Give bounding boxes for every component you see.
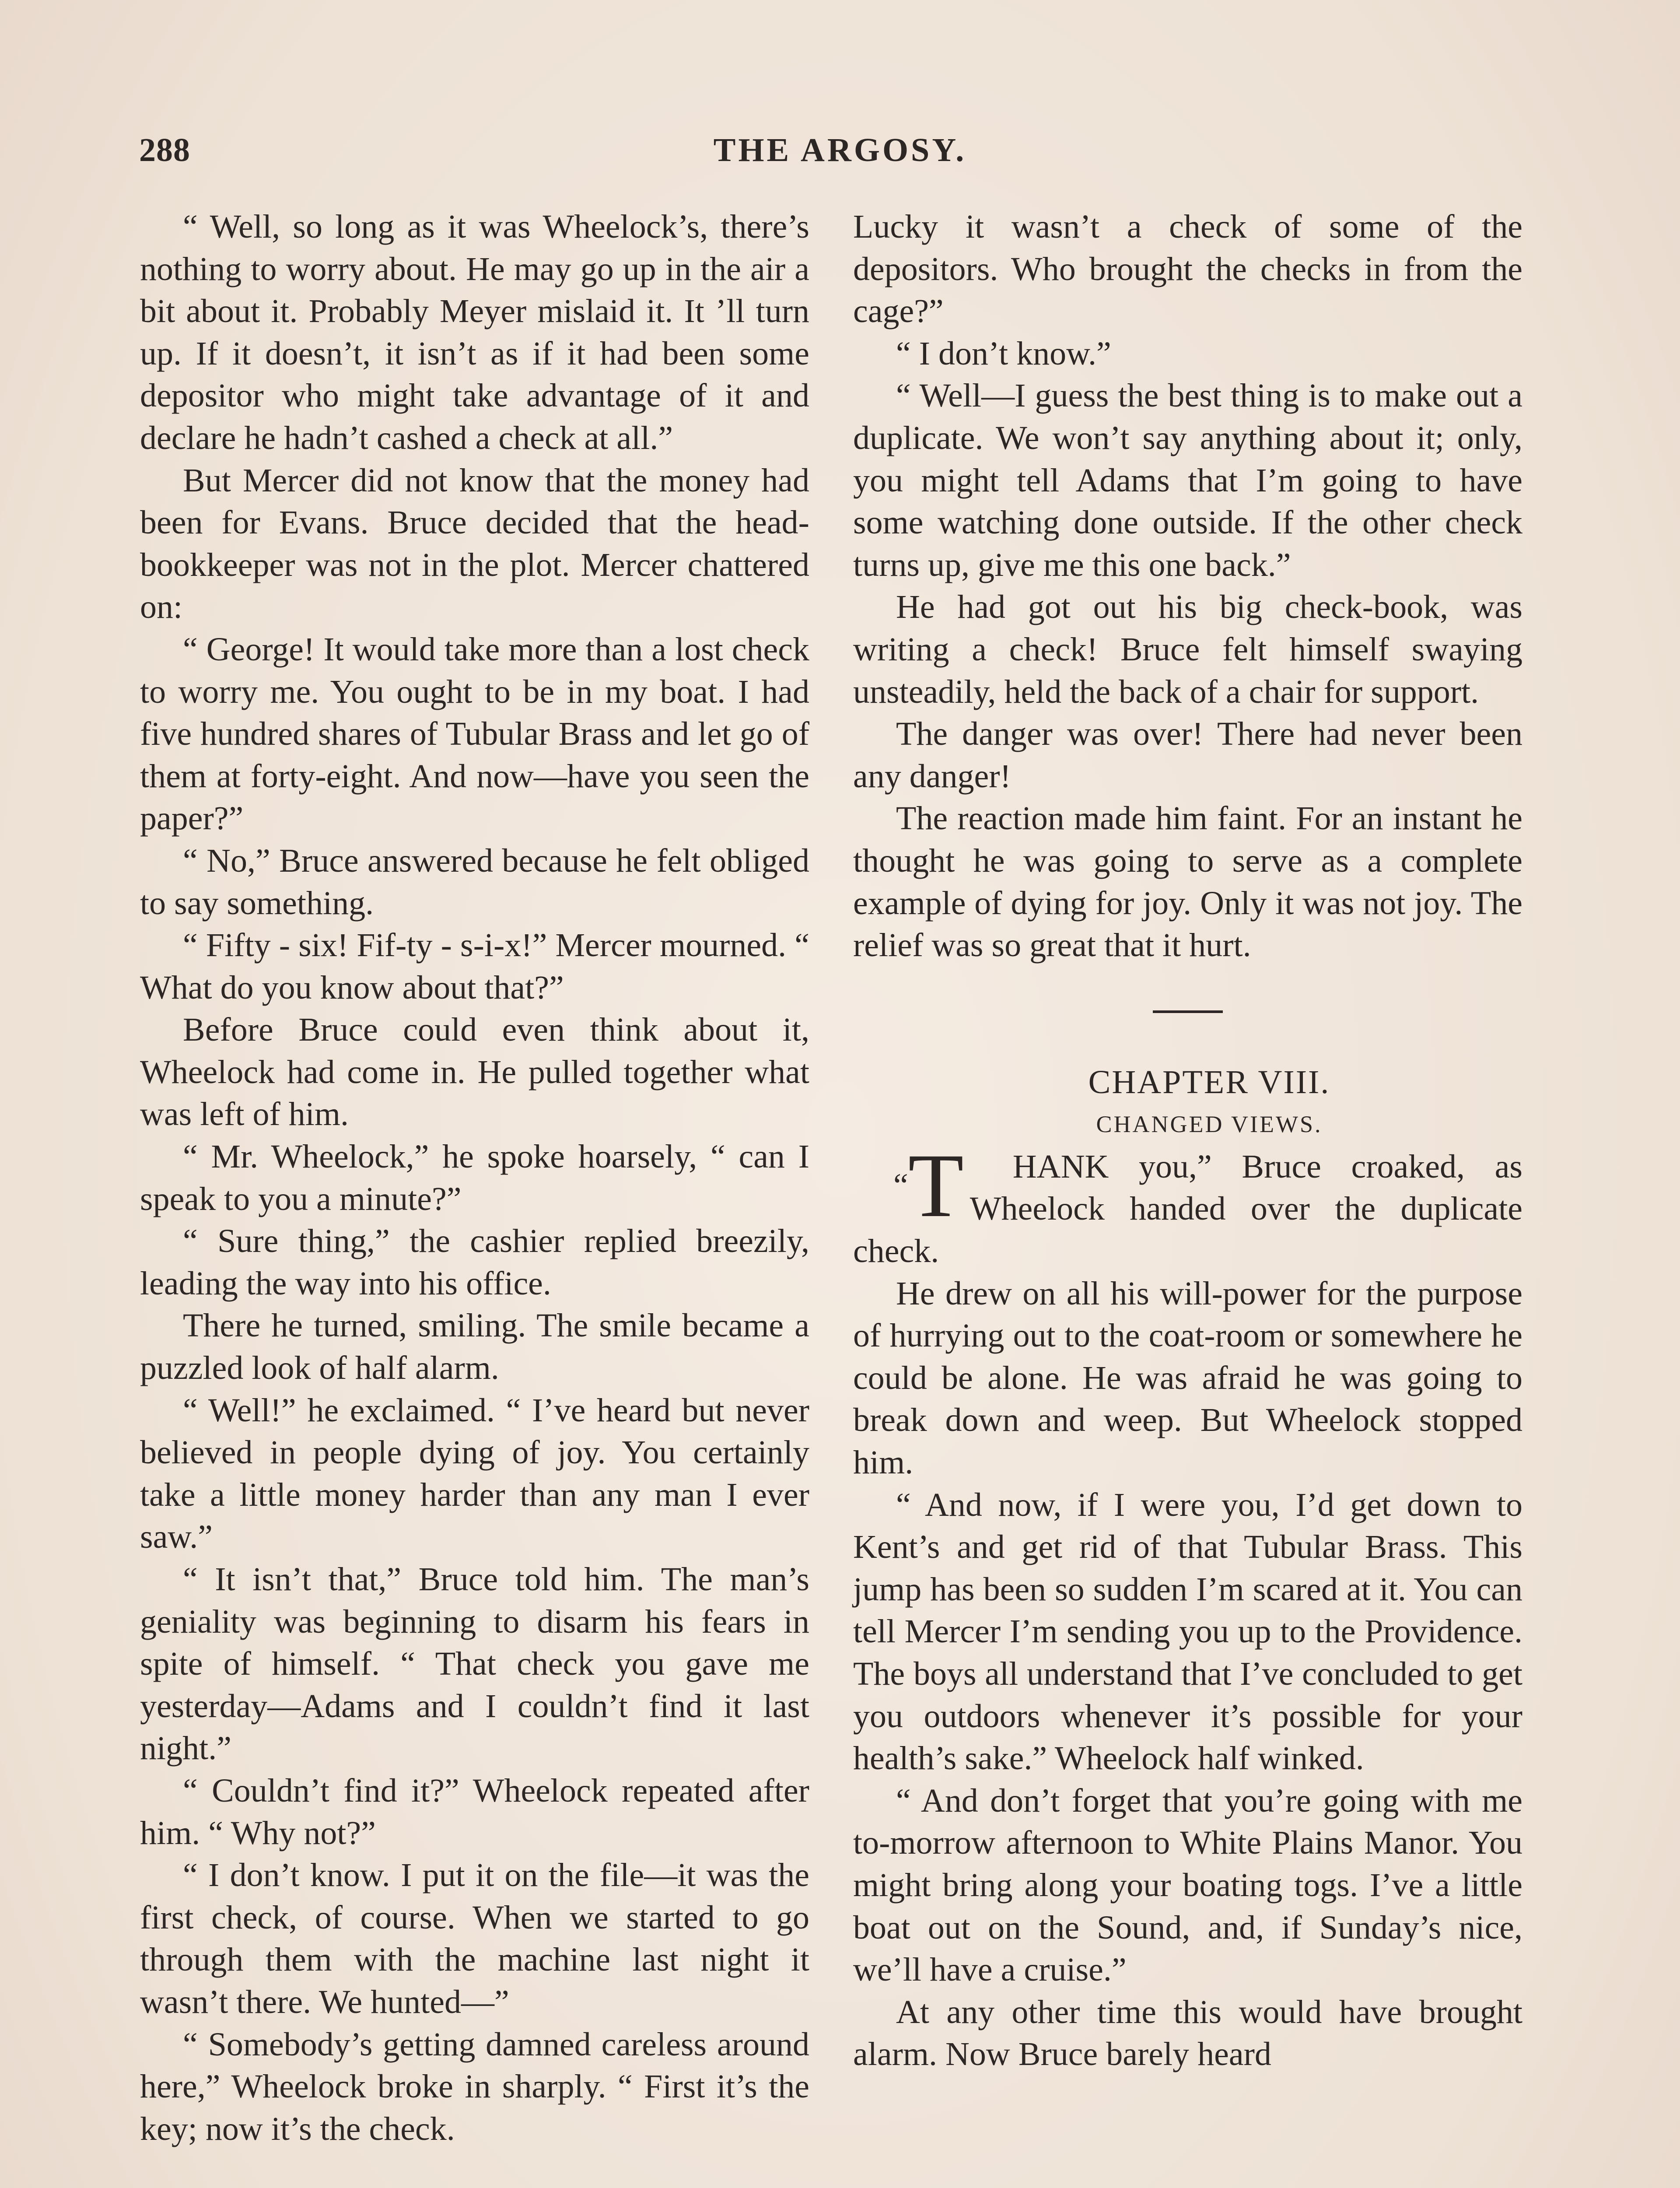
paragraph: At any other time this would have brought alarm. Now Bruce barely heard [853,1993,1522,2073]
paragraph: “ Sure thing,” the cashier replied breezily, leading the way into his office. [140,1223,809,1302]
chapter-heading: CHAPTER VIII. [1088,1063,1330,1101]
paragraph: “ I don’t know.” [896,335,1111,372]
paragraph: “ Couldn’t find it?” Wheelock repeated after him. “ Why not?” [140,1772,809,1851]
paragraph: The danger was over! There had never been any danger! [853,715,1522,795]
drop-cap-letter: T [908,1135,964,1236]
paragraph: “ Well, so long as it was Wheelock’s, there’s nothing to worry about. He may go up in the air a bit about it. Probably Meyer mislaid it. It ’ll turn up. If it doesn’t, it isn’t as if it had been some depositor who might take advantage of it and declare he hadn’t cashed a check at all.” [140,208,809,456]
drop-cap-quote: “ [893,1167,908,1204]
drop-cap [850,1135,964,1236]
paragraph: “ Fifty - six! Fif-ty - s-i-x!” Mercer mourned. “ What do you know about that?” [140,927,809,1006]
paragraph: “ Well—I guess the best thing is to make out a duplicate. We won’t say anything about it; only, you might tell Adams that I’m going to have some watching done outside. If the other check turns up, give me this one back.” [853,377,1522,583]
paragraph: “ And now, if I were you, I’d get down to Kent’s and get rid of that Tubular Brass. This jump has been so sudden I’m scared at it. You can tell Mercer I’m sending you up to the Providence. The boys all understand that I’ve concluded to get you outdoors whenever it’s possible for your health’s sake.” Wheelock half winked. [853,1486,1522,1777]
paragraph: The reaction made him faint. For an instant he thought he was going to serve as a complete example of dying for joy. Only it was not joy. The relief was so great that it hurt. [853,800,1522,964]
paragraph: “ Mr. Wheelock,” he spoke hoarsely, “ can I speak to you a minute?” [140,1138,809,1217]
opening-text: HANK you,” Bruce croaked, as Wheelock handed over the duplicate check. [853,1148,1522,1270]
paragraph: Before Bruce could even think about it, Wheelock had come in. He pulled together what was left of him. [140,1011,809,1133]
paragraph: “ Well!” he exclaimed. “ I’ve heard but never believed in people dying of joy. You certainly take a little money harder than any man I ever saw.” [140,1392,809,1556]
section-divider [1153,1010,1223,1013]
paragraph: “ I don’t know. I put it on the file—it was the first check, of course. When we started to go through them with the machine last night it wasn’t there. We hunted—” [140,1857,809,2020]
right-column [853,206,1522,2076]
paragraph: “ George! It would take more than a lost check to worry me. You ought to be in my boat. I had five hundred shares of Tubular Brass and let go of them at forty-eight. And now—have you seen the paper?” [140,631,809,837]
paragraph: “ And don’t forget that you’re going with me to-morrow afternoon to White Plains Manor. You might bring along your boating togs. I’ve a little boat out on the Sound, and, if Sunday’s nice, we’ll have a cruise.” [853,1782,1522,1988]
page-number: 288 [139,132,190,168]
paragraph: But Mercer did not know that the money had been for Evans. Bruce decided that the head-bookkeeper was not in the plot. Mercer chattered on: [140,462,809,626]
chapter-opening-paragraph [853,1135,1522,1273]
magazine-title: THE ARGOSY. [713,132,967,168]
paragraph: “ No,” Bruce answered because he felt obliged to say something. [140,842,809,922]
paragraph: “ It isn’t that,” Bruce told him. The man’s geniality was beginning to disarm his fears in spite of himself. “ That check you gave me yesterday—Adams and I couldn’t find it last night.” [140,1561,809,1767]
paragraph: Lucky it wasn’t a check of some of the depositors. Who brought the checks in from the cage?” [853,208,1522,330]
running-head [0,131,1680,184]
chapter-subtitle: CHANGED VIEWS. [1096,1111,1323,1138]
paragraph: “ Somebody’s getting damned careless around here,” Wheelock broke in sharply. “ First it’s the key; now it’s the check. [140,2026,809,2147]
paragraph: There he turned, smiling. The smile became a puzzled look of half alarm. [140,1307,809,1387]
paragraph: He drew on all his will-power for the purpose of hurrying out to the coat-room or somewhere he could be alone. He was afraid he was going to break down and weep. But Wheelock stopped him. [853,1275,1522,1481]
left-column [140,206,809,2150]
paragraph: He had got out his big check-book, was writing a check! Bruce felt himself swaying unsteadily, held the back of a chair for support. [853,589,1522,710]
